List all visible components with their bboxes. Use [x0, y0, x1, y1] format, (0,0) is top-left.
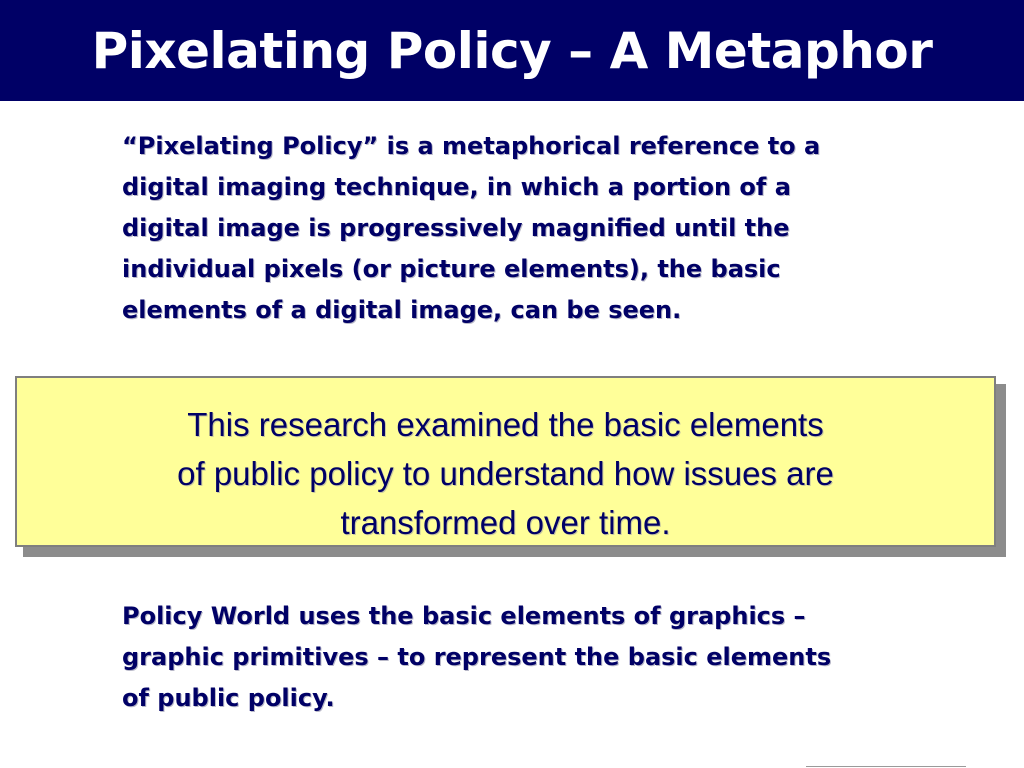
intro-line: elements of a digital image, can be seen. — [122, 296, 682, 324]
closing-paragraph — [122, 596, 992, 719]
callout-line: This research examined the basic elements — [187, 406, 824, 443]
slide-title: Pixelating Policy – A Metaphor — [91, 22, 933, 80]
closing-line: of public policy. — [122, 684, 335, 712]
closing-line: Policy World uses the basic elements of graphics – — [122, 602, 806, 630]
intro-line: digital image is progressively magnified until the — [122, 214, 790, 242]
callout-line: of public policy to understand how issues are — [177, 455, 834, 492]
intro-line: “Pixelating Policy” is a metaphorical reference to a — [122, 132, 821, 160]
callout-text — [17, 400, 994, 547]
intro-paragraph — [122, 126, 972, 331]
callout-box — [15, 376, 996, 547]
corner-divider — [806, 766, 966, 767]
closing-line: graphic primitives – to represent the basic elements — [122, 643, 832, 671]
intro-line: digital imaging technique, in which a portion of a — [122, 173, 791, 201]
callout-line: transformed over time. — [340, 504, 671, 541]
intro-line: individual pixels (or picture elements), the basic — [122, 255, 781, 283]
